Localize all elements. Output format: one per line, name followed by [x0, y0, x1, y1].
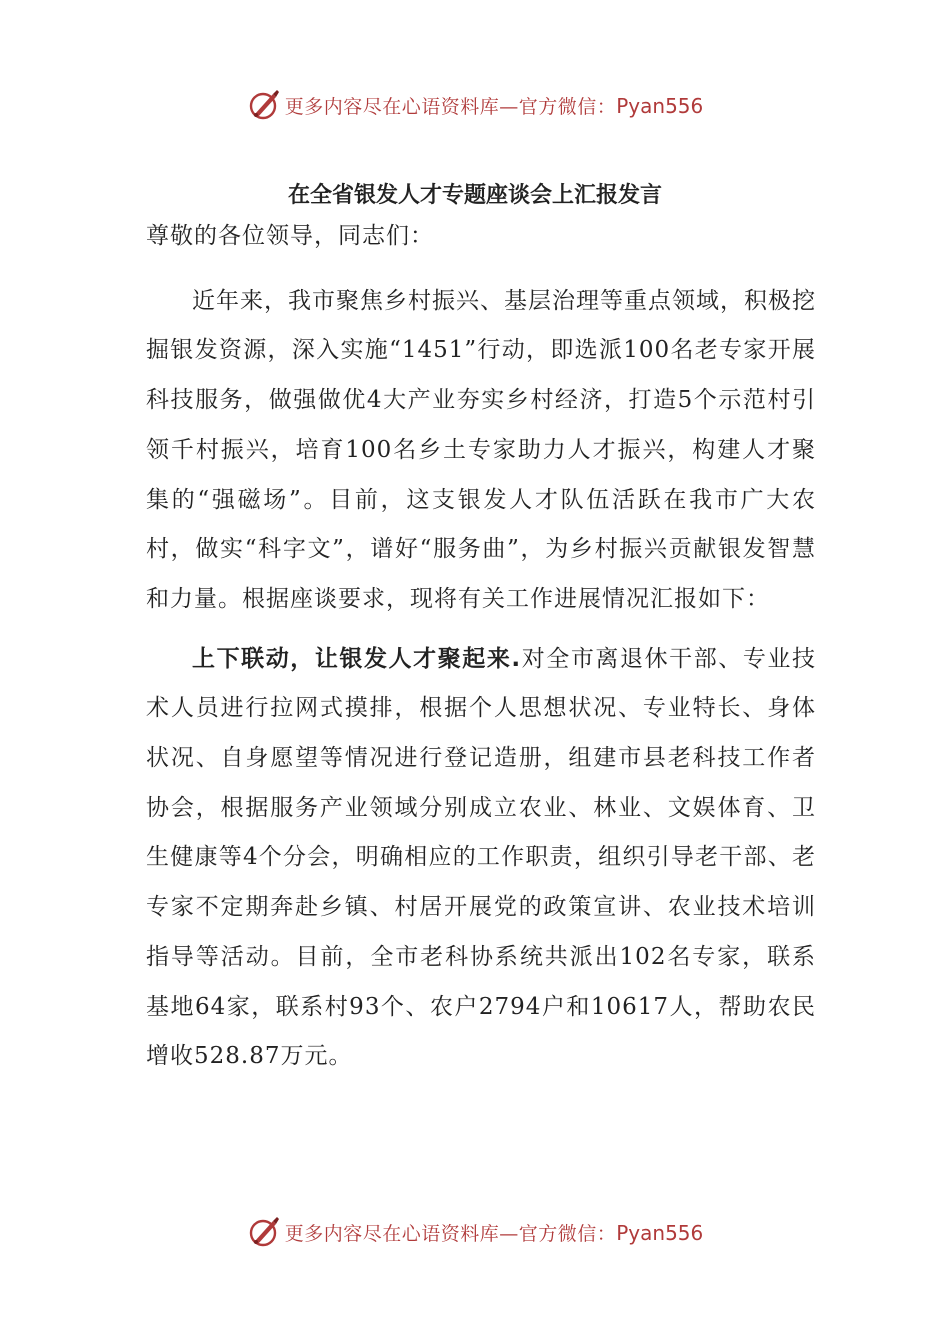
document-body — [146, 212, 816, 1092]
paragraph-intro — [146, 277, 816, 625]
pen-in-circle-logo-icon — [247, 1215, 281, 1249]
paragraph-section-1 — [146, 635, 816, 1082]
watermark-text: 更多内容尽在心语资料库—官方微信：Pyan556 — [284, 1220, 704, 1245]
section-1-text: 对全市离退休干部、专业技术人员进行拉网式摸排，根据个人思想状况、专业特长、身体状况、自身愿望等情况进行登记造册，组建市县老科技工作者协会，根据服务产业领域分别成立农业、林业、文娱体育、卫生健康等4个分会，明确相应的工作职责，组织引导老干部、老专家不定期奔赴乡镇、村居开展党的政策宣讲、农业技术培训指导等活动。目前，全市老科协系统共派出102名专家，联系基地64家，联系村93个、农户2794户和10617人，帮助农民增收528.87万元。 — [146, 645, 816, 1070]
watermark-text: 更多内容尽在心语资料库—官方微信：Pyan556 — [284, 93, 704, 118]
paragraph-intro-text: 近年来，我市聚焦乡村振兴、基层治理等重点领域，积极挖掘银发资源，深入实施“1451”行动，即选派100名老专家开展科技服务，做强做优4大产业夯实乡村经济，打造5个示范村引领千村振兴，培育100名乡土专家助力人才振兴，构建人才聚集的“强磁场”。目前，这支银发人才队伍活跃在我市广大农村，做实“科字文”，谱好“服务曲”，为乡村振兴贡献银发智慧和力量。根据座谈要求，现将有关工作进展情况汇报如下： — [146, 287, 816, 612]
footer-watermark — [0, 1212, 950, 1252]
watermark-wechat-id: Pyan556 — [616, 1220, 704, 1245]
watermark-wechat-id: Pyan556 — [616, 93, 704, 118]
pen-in-circle-logo-icon — [247, 88, 281, 122]
header-watermark — [0, 85, 950, 125]
document-title: 在全省银发人才专题座谈会上汇报发言 — [287, 183, 662, 208]
salutation: 尊敬的各位领导，同志们： — [146, 223, 434, 249]
section-1-heading: 上下联动，让银发人才聚起来. — [192, 645, 522, 672]
